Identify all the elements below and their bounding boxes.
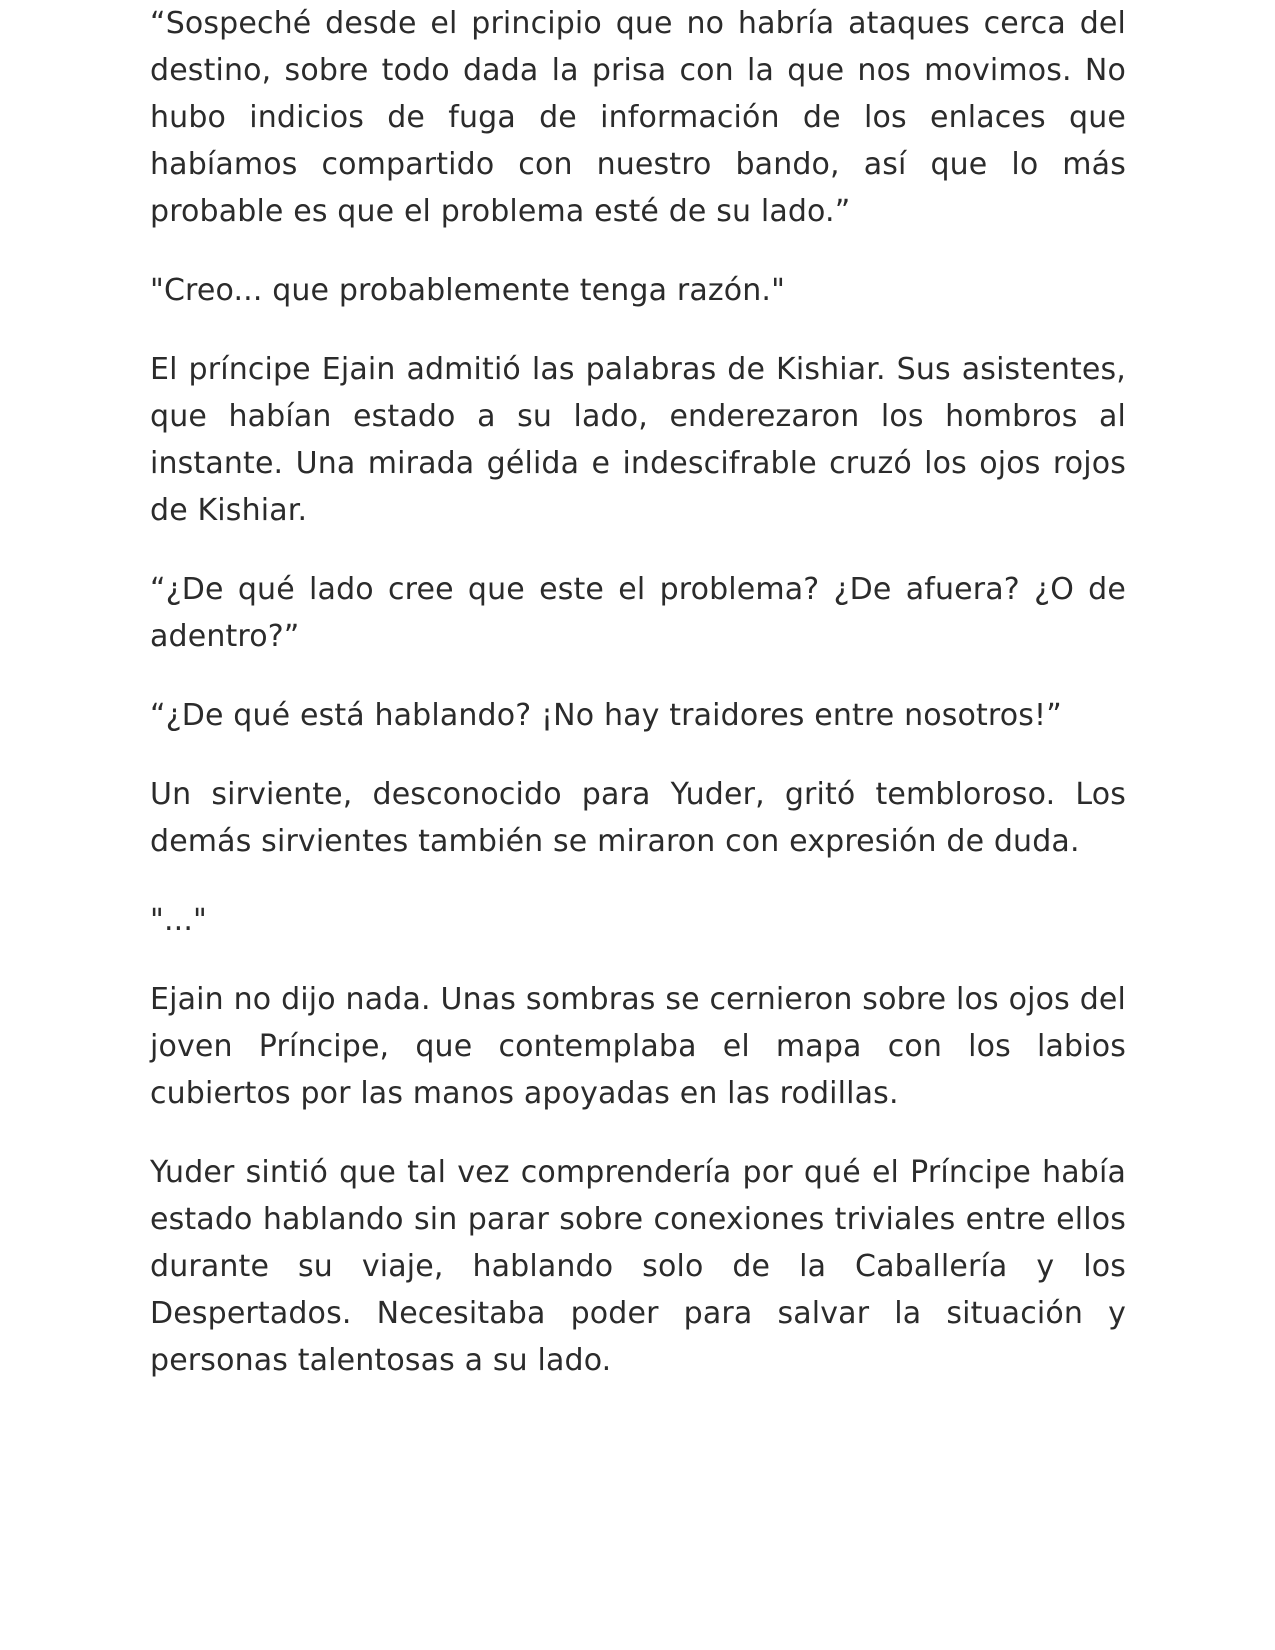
paragraph-9: Yuder sintió que tal vez comprendería por qué el Príncipe había estado hablando sin parar sobre conexiones triviales entre ellos durante su viaje, hablando solo de la Caballería y los Despertados. Necesitaba poder para salvar la situación y personas talentosas a su lado. xyxy=(150,1155,1126,1378)
paragraph-6: Un sirviente, desconocido para Yuder, gritó tembloroso. Los demás sirvientes también se miraron con expresión de duda. xyxy=(150,777,1126,859)
paragraph-3: El príncipe Ejain admitió las palabras de Kishiar. Sus asistentes, que habían estado a su lado, enderezaron los hombros al instante. Una mirada gélida e indescifrable cruzó los ojos rojos de Kishiar. xyxy=(150,352,1126,528)
paragraph-5: “¿De qué está hablando? ¡No hay traidores entre nosotros!” xyxy=(150,698,1062,733)
document-page xyxy=(150,0,1126,1416)
paragraph-4: “¿De qué lado cree que este el problema? ¿De afuera? ¿O de adentro?” xyxy=(150,572,1126,654)
paragraph-2: "Creo... que probablemente tenga razón." xyxy=(150,273,786,308)
paragraph-1: “Sospeché desde el principio que no habría ataques cerca del destino, sobre todo dada la prisa con la que nos movimos. No hubo indicios de fuga de información de los enlaces que habíamos compartido con nuestro bando, así que lo más probable es que el problema esté de su lado.” xyxy=(150,6,1126,229)
paragraph-7: "..." xyxy=(150,903,207,938)
paragraph-8: Ejain no dijo nada. Unas sombras se cernieron sobre los ojos del joven Príncipe, que contemplaba el mapa con los labios cubiertos por las manos apoyadas en las rodillas. xyxy=(150,982,1126,1111)
